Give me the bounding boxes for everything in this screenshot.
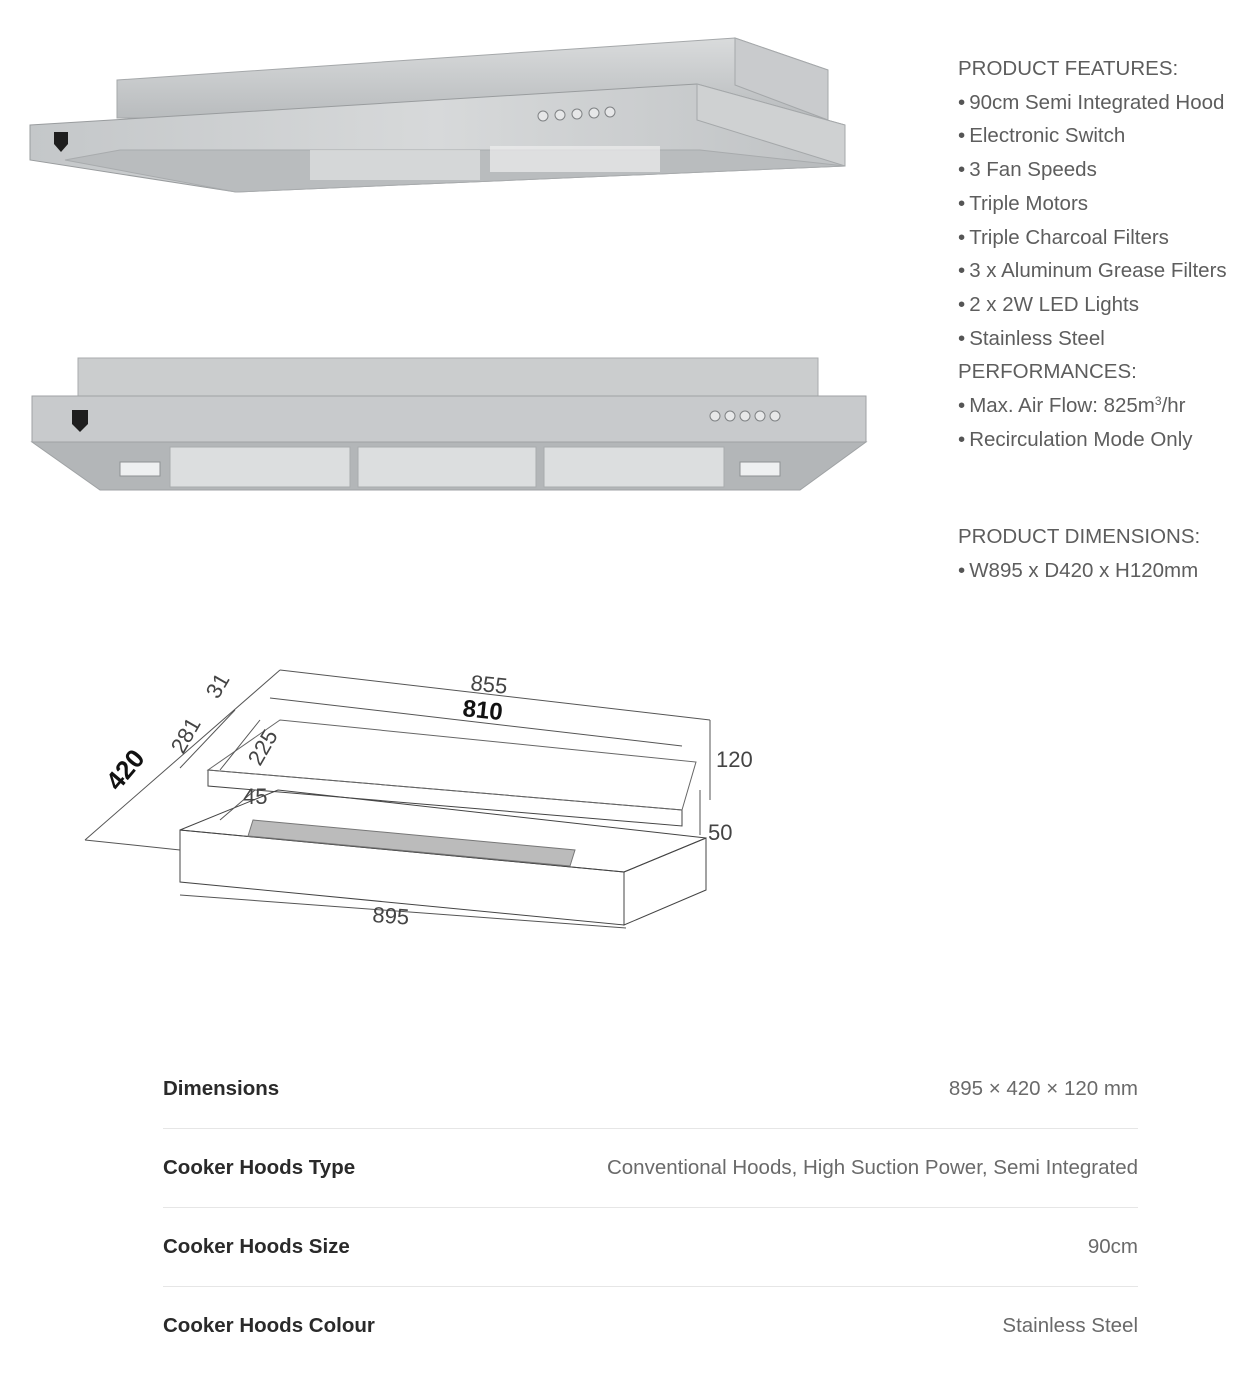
features-heading: PRODUCT FEATURES: xyxy=(958,57,1179,80)
spec-value: 895 × 420 × 120 mm xyxy=(948,1077,1138,1100)
dim-810: 810 xyxy=(461,695,505,727)
feature-item: • 3 Fan Speeds xyxy=(958,158,1097,182)
spec-value: Conventional Hoods, High Suction Power, Semi Integrated xyxy=(606,1156,1138,1179)
feature-item: • 90cm Semi Integrated Hood xyxy=(958,90,1225,114)
spec-row-colour xyxy=(163,1287,1138,1365)
product-image-angled xyxy=(0,0,900,220)
dim-31: 31 xyxy=(200,668,235,703)
dimensions-value: • W895 x D420 x H120mm xyxy=(958,559,1199,583)
dim-50: 50 xyxy=(708,820,733,845)
dimension-diagram xyxy=(70,650,790,950)
spec-value: Stainless Steel xyxy=(1002,1314,1138,1337)
dim-420: 420 xyxy=(99,743,151,796)
performances-heading: PERFORMANCES: xyxy=(958,360,1137,384)
spec-row-dimensions xyxy=(163,1050,1138,1129)
feature-item: • Electronic Switch xyxy=(958,124,1126,148)
spec-row-size xyxy=(163,1208,1138,1287)
performance-recirculation: • Recirculation Mode Only xyxy=(958,427,1193,451)
spec-label: Cooker Hoods Colour xyxy=(163,1314,375,1337)
dimensions-heading: PRODUCT DIMENSIONS: xyxy=(958,525,1201,549)
specs-table xyxy=(163,1050,1138,1365)
dim-45: 45 xyxy=(243,784,268,809)
dim-120: 120 xyxy=(716,747,753,772)
feature-item: • Stainless Steel xyxy=(958,326,1105,350)
dim-895: 895 xyxy=(371,902,411,930)
product-image-front xyxy=(0,350,900,500)
product-features xyxy=(958,52,1258,588)
feature-item: • Triple Charcoal Filters xyxy=(958,225,1169,249)
dim-225: 225 xyxy=(242,725,283,770)
dim-281: 281 xyxy=(165,713,206,758)
spec-label: Cooker Hoods Size xyxy=(163,1235,350,1258)
feature-item: • 3 x Aluminum Grease Filters xyxy=(958,259,1227,283)
dim-855: 855 xyxy=(469,670,509,699)
spec-row-type xyxy=(163,1129,1138,1208)
spec-label: Dimensions xyxy=(163,1077,280,1100)
feature-item: • Triple Motors xyxy=(958,191,1089,215)
spec-value: 90cm xyxy=(1087,1235,1138,1258)
spec-label: Cooker Hoods Type xyxy=(163,1156,356,1179)
feature-item: • 2 x 2W LED Lights xyxy=(958,292,1139,316)
performance-airflow: • Max. Air Flow: $825m^3/hr$ xyxy=(958,394,1186,418)
